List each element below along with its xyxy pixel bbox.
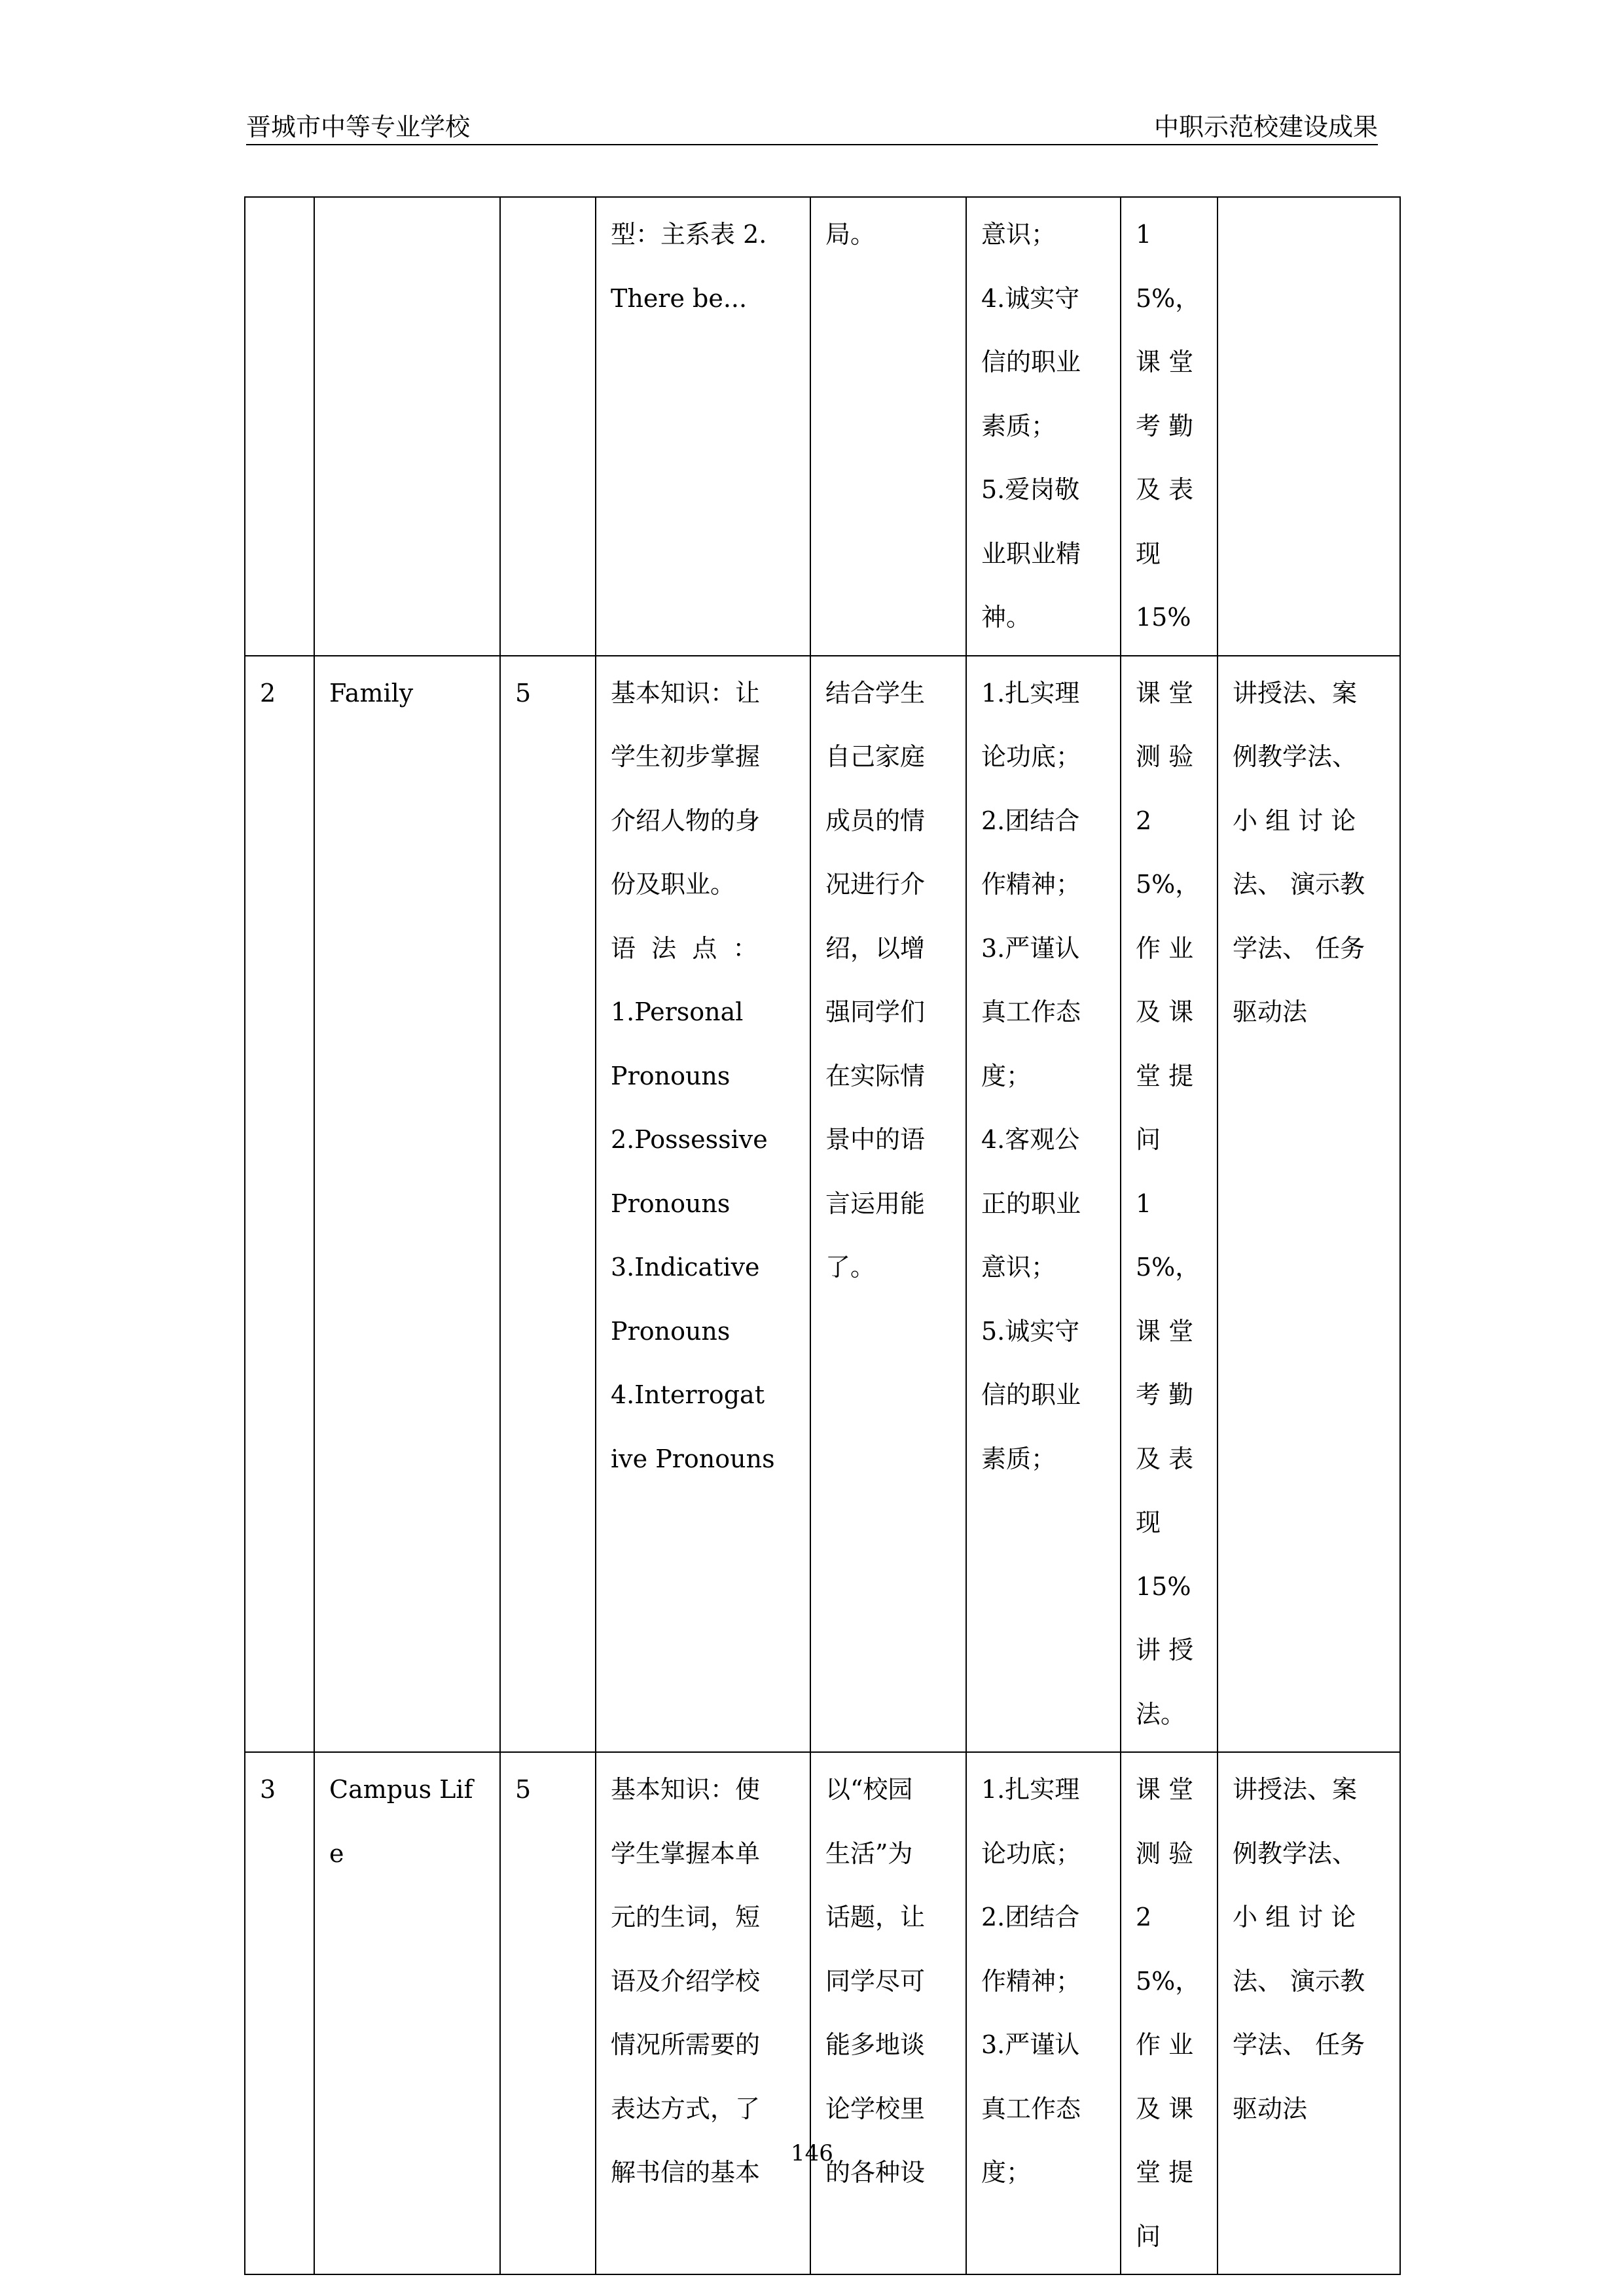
cell-content: 基本知识：让 学生初步掌握 介绍人物的身 份及职业。 语 法 点 ： 1.Personal Pronouns 2.Possessive Pronouns 3.Indicative Pronouns 4.Interrogat ive Pronouns: [596, 656, 810, 1753]
cell-unit: [314, 197, 500, 656]
header-document-title: 中职示范校建设成果: [1153, 113, 1378, 141]
cell-content: 基本知识：使 学生掌握本单 元的生词，短 语及介绍学校 情况所需要的 表达方式，了 解书信的基本: [596, 1752, 810, 2274]
cell-activity: 以“校园 生活”为 话题，让 同学尽可 能多地谈 论学校里 的各种设: [810, 1752, 966, 2274]
cell-quality: 意识； 4.诚实守 信的职业 素质； 5.爱岗敬 业职业精 神。: [966, 197, 1121, 656]
cell-no: 3: [245, 1752, 314, 2274]
page-header: [246, 113, 1378, 145]
table-row: [245, 1752, 1400, 2274]
cell-hours: [500, 197, 596, 656]
cell-quality: 1.扎实理 论功底； 2.团结合 作精神； 3.严谨认 真工作态 度；: [966, 1752, 1121, 2274]
cell-activity: 结合学生 自己家庭 成员的情 况进行介 绍，以增 强同学们 在实际情 景中的语 言运用能 了。: [810, 656, 966, 1753]
cell-hours: 5: [500, 1752, 596, 2274]
header-school-name: 晋城市中等专业学校: [246, 113, 471, 141]
cell-assessment: 课 堂 测 验 25%， 作 业 及 课 堂 提 问 15%， 课 堂 考 勤 及 表 现 15% 讲 授 法。: [1121, 656, 1218, 1753]
cell-hours: 5: [500, 656, 596, 1753]
cell-method: [1218, 197, 1400, 656]
cell-no: [245, 197, 314, 656]
cell-assessment: 课 堂 测 验 25%， 作 业 及 课 堂 提 问: [1121, 1752, 1218, 2274]
table-row: [245, 656, 1400, 1753]
cell-unit: Campus Life: [314, 1752, 500, 2274]
cell-activity: 局。: [810, 197, 966, 656]
course-table: [244, 196, 1401, 2275]
cell-quality: 1.扎实理 论功底； 2.团结合 作精神； 3.严谨认 真工作态 度； 4.客观公 正的职业 意识； 5.诚实守 信的职业 素质；: [966, 656, 1121, 1753]
cell-method: 讲授法、案 例教学法、 小 组 讨 论 法、 演示教 学法、 任务 驱动法: [1218, 1752, 1400, 2274]
cell-unit: Family: [314, 656, 500, 1753]
table-row: [245, 197, 1400, 656]
cell-assessment: 15%， 课 堂 考 勤 及 表 现 15%: [1121, 197, 1218, 656]
page-number: 146: [791, 2140, 833, 2166]
cell-content: 型：主系表 2. There be...: [596, 197, 810, 656]
cell-no: 2: [245, 656, 314, 1753]
header-rule: [246, 144, 1378, 145]
cell-method: 讲授法、案 例教学法、 小 组 讨 论 法、 演示教 学法、 任务 驱动法: [1218, 656, 1400, 1753]
